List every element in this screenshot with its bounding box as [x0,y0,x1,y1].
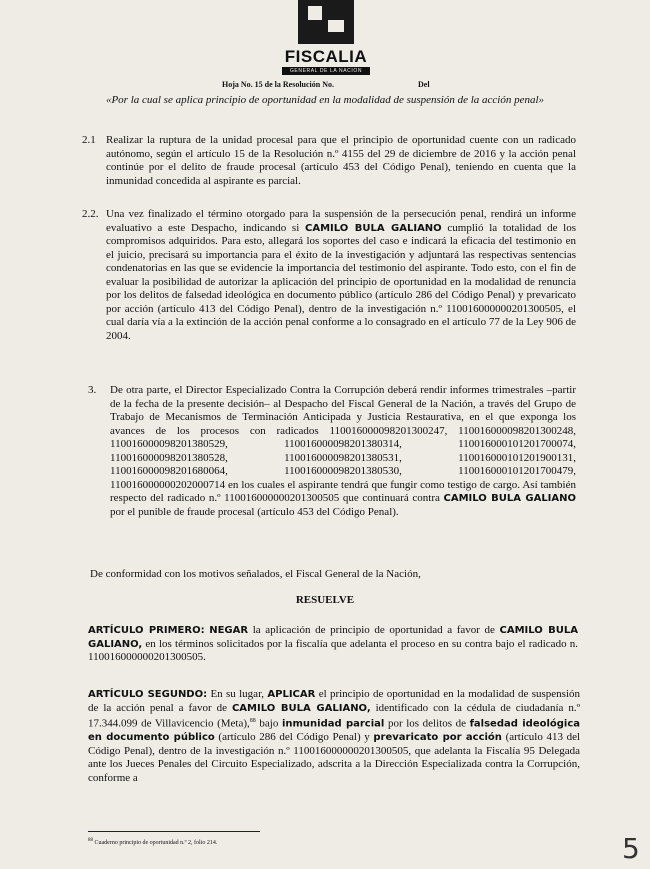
articulo-segundo-d: bajo [259,717,279,730]
footnote-number: 88 [88,838,93,843]
articulo-primero [88,624,578,665]
defendant-name: CAMILO BULA GALIANO [443,493,577,504]
item-2-1-text: Realizar la ruptura de la unidad procesal para que el principio de oportunidad cuente con un radicado autónomo, según el artículo 15 de la Resolución n.º 4155 del 29 de diciembre de 2016 y la acción penal continúe por el delito de fraude procesal (artículo 453 del Código Penal), teniendo en cuenta que la inmunidad concedida al aspirante es parcial. [106,134,576,187]
articulo-primero-a: la aplicación de principio de oportunidad a favor de [252,624,495,636]
articulo-segundo-b: el principio de oportunidad en la modalidad de suspensión de la acción penal a favor de [88,688,581,714]
articulo-segundo-g: (artículo 413 del Código Penal), dentro de la investigación n.º 110016000000201300505, que adelanta la Fiscalía 95 Delegada ante los Jueces Penales del Circuito Especializado, adscrita a la Dirección Especializada contra la Corrupción, conforme a [88,731,581,784]
articulo-segundo-f: (artículo 286 del Código Penal) y [218,731,370,744]
logo-emblem-icon [298,0,354,44]
resolution-subtitle: «Por la cual se aplica principio de oportunidad en la modalidad de suspensión de la acción penal» [105,94,545,106]
footnote-divider [88,831,260,832]
item-number: 2.1 [82,134,96,146]
articulo-segundo-e: por los delitos de [387,717,466,730]
item-number: 3. [88,384,97,396]
articulo-segundo-c: identificado con la cédula de ciudadanía n.º 17.344.099 de Villavicencio (Meta), [88,701,581,730]
articulo-primero-label: ARTÍCULO PRIMERO: [88,625,205,636]
item-2-2-text [106,208,576,343]
item-3-part-b: por el punible de fraude procesal (artículo 453 del Código Penal). [110,505,399,518]
item-3-text [110,384,576,519]
articulo-segundo-verb: APLICAR [267,689,316,700]
header-del: Del [418,80,430,89]
fiscalia-logo [282,0,370,78]
footnote [88,838,217,846]
defendant-name: CAMILO BULA GALIANO [305,222,442,234]
articulo-segundo-label: ARTÍCULO SEGUNDO: [88,689,208,700]
item-2-2-part-a: Una vez finalizado el término otorgado para la suspensión de la persecución penal, rendirá un informe evaluativo a este Despacho, indicando si [106,208,576,234]
item-3-part-a: De otra parte, el Director Especializado Contra la Corrupción deberá rendir informes trimestrales –partir de la fecha de la presente decisión– al Despacho del Fiscal General de la Nación, a través del Grupo de Trabajo de Mecanismos de Terminación Anticipada y Justicia Restaurativa, en el que exponga los avances de los procesos con radicados 110016000098201300247, 110016000098201300248, 110016000098201380529, 110016000098201380314, 110016000101201700074, 110016000098201380528, 110016000098201380531, 110016000101201900131, 110016000098201680064, 110016000098201380530, 110016000101201700479, 110016000000202000714 en los cuales el aspirante tendrá que fungir como testigo de cargo. Así también respecto del radicado n.º 110016000000201300505 que continuará contra [110,384,576,504]
item-number: 2.2. [82,208,99,220]
header-hoja: Hoja No. 15 de la Resolución No. [222,80,334,89]
defendant-name: CAMILO BULA GALIANO, [88,625,579,650]
articulo-primero-b: en los términos solicitados por la fiscalía que adelanta el proceso en su contra bajo el radicado n. 110016000000201300505. [88,637,579,663]
articulo-segundo-a: En su lugar, [210,688,265,700]
logo-subline: GENERAL DE LA NACION [282,67,370,75]
footnote-ref: 88 [249,718,256,724]
item-2-2-part-b: cumplió la totalidad de los compromisos adquiridos. Para esto, allegará los soportes del caso e indicará la eficacia del testimonio en el juicio, precisará su importancia para el éxito de la investigación y adjuntará las respectivas sentencias condenatorias en las que se evidencie la importancia del testimonio del aspirante. Todo esto, con el fin de evaluar la posibilidad de autorizar la aplicación del principio de oportunidad en la modalidad de renuncia por los delitos de falsedad ideológica en documento público (artículo 286 del Código Penal) y prevaricato por acción (artículo 413 del Código Penal), dentro de la investigación n.º 110016000000201300505, el cual daría vía a la extinción de la acción penal conforme a lo consagrado en el artículo 77 de la Ley 906 de 2004. [106,221,577,342]
logo-wordmark: FISCALIA [284,47,368,66]
defendant-name: CAMILO BULA GALIANO, [231,702,371,714]
handwritten-page-mark: 5 [622,832,640,865]
prevaricato-term: prevaricato por acción [373,732,502,744]
articulo-primero-verb: NEGAR [209,625,249,636]
conformidad-line: De conformidad con los motivos señalados, el Fiscal General de la Nación, [90,568,421,580]
footnote-text: Cuaderno principio de oportunidad n.º 2, folio 214. [94,840,218,846]
resuelve-heading: RESUELVE [295,594,355,606]
inmunidad-term: inmunidad parcial [281,718,385,730]
articulo-segundo [88,688,580,785]
falsedad-term: falsedad ideológica en documento público [88,718,581,744]
